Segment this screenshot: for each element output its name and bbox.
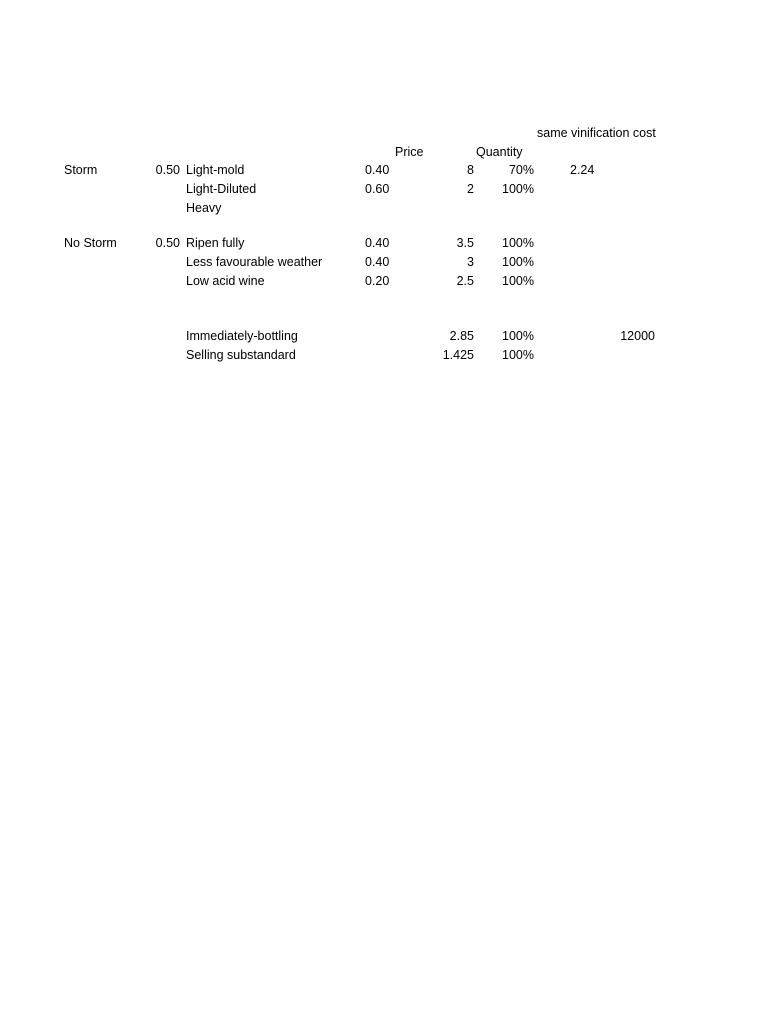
no-storm-row-quantity: 3 [467,255,474,269]
storm-row-name: Light-Diluted [186,182,257,196]
option-row-percent: 100% [502,329,534,343]
option-row-quantity: 2.85 [449,329,474,343]
storm-row-quantity: 2 [467,182,474,196]
storm-probability: 0.50 [155,163,180,177]
no-storm-row-percent: 100% [502,274,534,288]
option-row-extra: 12000 [620,329,655,343]
option-row-percent: 100% [502,348,534,362]
price-header: Price [395,145,424,159]
option-row-quantity: 1.425 [442,348,474,362]
no-storm-row-quantity: 3.5 [456,236,474,250]
no-storm-row-name: Less favourable weather [186,255,323,269]
no-storm-row-name: Ripen fully [186,236,245,250]
no-storm-row-price: 0.40 [365,255,390,269]
storm-row-price: 0.40 [365,163,390,177]
storm-row-name: Light-mold [186,163,245,177]
storm-row-percent: 100% [502,182,534,196]
no-storm-label: No Storm [64,236,117,250]
no-storm-row-price: 0.20 [365,274,390,288]
no-storm-row-quantity: 2.5 [456,274,474,288]
storm-row-name: Heavy [186,201,222,215]
storm-label: Storm [64,163,98,177]
no-storm-row-percent: 100% [502,255,534,269]
storm-row-percent: 70% [508,163,534,177]
no-storm-row-name: Low acid wine [186,274,265,288]
option-row-name: Immediately-bottling [186,329,298,343]
vinification-cost-note: same vinification cost [537,126,656,140]
storm-row-price: 0.60 [365,182,390,196]
option-row-name: Selling substandard [186,348,296,362]
storm-row-extra: 2.24 [570,163,595,177]
no-storm-row-percent: 100% [502,236,534,250]
storm-row-quantity: 8 [467,163,474,177]
no-storm-row-price: 0.40 [365,236,390,250]
no-storm-probability: 0.50 [155,236,180,250]
quantity-header: Quantity [476,145,523,159]
